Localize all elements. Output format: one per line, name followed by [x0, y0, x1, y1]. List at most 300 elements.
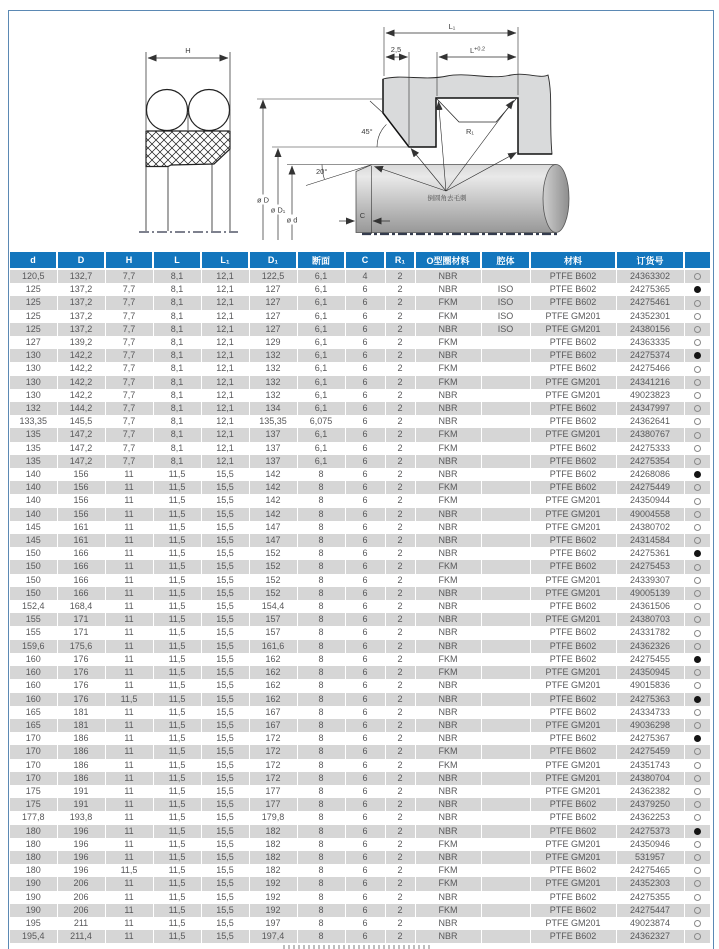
cell: 8 — [297, 468, 345, 481]
cell: 171 — [57, 626, 105, 639]
availability-dot-filled — [694, 471, 701, 478]
cell: 147,2 — [57, 428, 105, 441]
cell: 24362641 — [616, 415, 684, 428]
cell — [481, 626, 530, 639]
cell: 8 — [297, 706, 345, 719]
cell: 8,1 — [153, 389, 201, 402]
availability-cell — [684, 613, 710, 626]
cell: NBR — [415, 402, 481, 415]
groove-bottom-profile — [437, 99, 516, 122]
cell: 6 — [345, 838, 385, 851]
cell: 15,5 — [201, 679, 249, 692]
cell: 15,5 — [201, 693, 249, 706]
cell: 8 — [297, 547, 345, 560]
cell: 11,5 — [153, 600, 201, 613]
cell: PTFE B602 — [530, 930, 616, 943]
cell: 24275449 — [616, 481, 684, 494]
cell: PTFE B602 — [530, 653, 616, 666]
cell: 125 — [10, 283, 57, 296]
cell: 197,4 — [249, 930, 297, 943]
cell: 167 — [249, 719, 297, 732]
cell: 7,7 — [105, 323, 153, 336]
cell — [481, 613, 530, 626]
cell: 8,1 — [153, 402, 201, 415]
cell: 8,1 — [153, 415, 201, 428]
cell: 11,5 — [153, 838, 201, 851]
cell: 11 — [105, 481, 153, 494]
cell: 24341216 — [616, 376, 684, 389]
cell: 24275374 — [616, 349, 684, 362]
cell: 156 — [57, 468, 105, 481]
cell: 196 — [57, 838, 105, 851]
cell: 24334733 — [616, 706, 684, 719]
cell: 172 — [249, 772, 297, 785]
cell: 2 — [385, 323, 415, 336]
cell: 179,8 — [249, 811, 297, 824]
cell: 144,2 — [57, 402, 105, 415]
cell: 130 — [10, 349, 57, 362]
cell: NBR — [415, 693, 481, 706]
availability-cell — [684, 336, 710, 349]
cell: NBR — [415, 640, 481, 653]
cell: PTFE B602 — [530, 362, 616, 375]
cell: FKM — [415, 494, 481, 507]
cell: 6 — [345, 904, 385, 917]
cell: 182 — [249, 864, 297, 877]
cell: 162 — [249, 666, 297, 679]
cell: 7,7 — [105, 336, 153, 349]
cell: 2 — [385, 402, 415, 415]
cell: 2 — [385, 310, 415, 323]
table-row — [10, 666, 710, 679]
availability-dot-open — [694, 616, 701, 623]
cell: 6 — [345, 785, 385, 798]
cell — [481, 864, 530, 877]
availability-dot-open — [694, 722, 701, 729]
availability-cell — [684, 825, 710, 838]
cell: 2 — [385, 759, 415, 772]
cell — [481, 508, 530, 521]
cell: 12,1 — [201, 283, 249, 296]
cell: 137 — [249, 442, 297, 455]
cell: 6 — [345, 376, 385, 389]
cell: 2 — [385, 376, 415, 389]
availability-dot-open — [694, 748, 701, 755]
cell: 6 — [345, 613, 385, 626]
cell: 15,5 — [201, 891, 249, 904]
cell: PTFE B602 — [530, 283, 616, 296]
cell: PTFE B602 — [530, 706, 616, 719]
cell: 137 — [249, 455, 297, 468]
availability-cell — [684, 349, 710, 362]
availability-dot-open — [694, 880, 701, 887]
cell: 2 — [385, 732, 415, 745]
column-header-d: d — [10, 252, 57, 269]
cell: 15,5 — [201, 917, 249, 930]
availability-dot-open — [694, 445, 701, 452]
cell: 8,1 — [153, 296, 201, 309]
cell: 147,2 — [57, 455, 105, 468]
cell — [481, 336, 530, 349]
cell: 11 — [105, 745, 153, 758]
cell: NBR — [415, 508, 481, 521]
cell: 2 — [385, 455, 415, 468]
cell — [481, 481, 530, 494]
cell — [481, 838, 530, 851]
cell: 15,5 — [201, 521, 249, 534]
table-row — [10, 310, 710, 323]
cell: 140 — [10, 481, 57, 494]
cell: NBR — [415, 547, 481, 560]
cell — [481, 574, 530, 587]
cell: NBR — [415, 455, 481, 468]
cell — [481, 494, 530, 507]
cell: 15,5 — [201, 653, 249, 666]
cell: 6 — [345, 521, 385, 534]
cell: 15,5 — [201, 732, 249, 745]
cell: 2 — [385, 534, 415, 547]
availability-cell — [684, 283, 710, 296]
availability-dot-filled — [694, 550, 701, 557]
cell: NBR — [415, 825, 481, 838]
cell: 6,1 — [297, 376, 345, 389]
cell: 11,5 — [153, 706, 201, 719]
cell: 8 — [297, 891, 345, 904]
dia-D1-label: ø D₁ — [270, 205, 286, 215]
cell: 24275466 — [616, 362, 684, 375]
cell: 11,5 — [153, 653, 201, 666]
cell: 150 — [10, 560, 57, 573]
cell: 2 — [385, 772, 415, 785]
cell: 8,1 — [153, 428, 201, 441]
availability-cell — [684, 296, 710, 309]
cell: 132 — [249, 349, 297, 362]
cell: NBR — [415, 732, 481, 745]
cell: FKM — [415, 376, 481, 389]
cell: NBR — [415, 930, 481, 943]
cell: 15,5 — [201, 785, 249, 798]
cell: 2 — [385, 613, 415, 626]
cell — [481, 772, 530, 785]
cell: 11,5 — [105, 864, 153, 877]
cell: 2 — [385, 864, 415, 877]
availability-dot-open — [694, 933, 701, 940]
cell: 24275361 — [616, 547, 684, 560]
column-header-L: L — [153, 252, 201, 269]
availability-cell — [684, 930, 710, 943]
table-header-row — [10, 252, 710, 269]
availability-cell — [684, 494, 710, 507]
cell: 162 — [249, 693, 297, 706]
cell: 12,1 — [201, 428, 249, 441]
cell: 152 — [249, 574, 297, 587]
table-row — [10, 494, 710, 507]
cell: 152,4 — [10, 600, 57, 613]
table-row — [10, 269, 710, 283]
cell: 172 — [249, 745, 297, 758]
cell: 140 — [10, 494, 57, 507]
cell: 12,1 — [201, 455, 249, 468]
clipped-footnote — [283, 945, 433, 949]
cell: 11 — [105, 706, 153, 719]
cell: 6,1 — [297, 269, 345, 283]
cell: 195 — [10, 917, 57, 930]
availability-cell — [684, 362, 710, 375]
cell: 6 — [345, 428, 385, 441]
cell: NBR — [415, 679, 481, 692]
availability-dot-open — [694, 577, 701, 584]
table-row — [10, 693, 710, 706]
cell: 11,5 — [153, 851, 201, 864]
cell: 12,1 — [201, 336, 249, 349]
availability-cell — [684, 389, 710, 402]
cell: FKM — [415, 838, 481, 851]
cell: 11 — [105, 719, 153, 732]
cell — [481, 719, 530, 732]
cell: 177 — [249, 785, 297, 798]
cell — [481, 547, 530, 560]
cell: 211 — [57, 917, 105, 930]
cell: 6 — [345, 745, 385, 758]
housing — [383, 74, 552, 154]
table-row — [10, 415, 710, 428]
l-dimension-label: $L^{+0.2}$ — [470, 46, 486, 55]
cell: 6 — [345, 481, 385, 494]
column-header-订货号: 订货号 — [616, 252, 684, 269]
cell: 11,5 — [153, 574, 201, 587]
cell: PTFE GM201 — [530, 521, 616, 534]
cell: 2 — [385, 930, 415, 943]
cell: 2 — [385, 415, 415, 428]
cell: 15,5 — [201, 613, 249, 626]
availability-cell — [684, 759, 710, 772]
cell: 132 — [249, 389, 297, 402]
cell: 168,4 — [57, 600, 105, 613]
availability-dot-open — [694, 498, 701, 505]
cell: 6 — [345, 798, 385, 811]
cell: 176 — [57, 666, 105, 679]
cell: 24380156 — [616, 323, 684, 336]
cell: 6 — [345, 415, 385, 428]
availability-cell — [684, 455, 710, 468]
cell: 152 — [249, 560, 297, 573]
cell: 15,5 — [201, 706, 249, 719]
cell: 195,4 — [10, 930, 57, 943]
spec-table-container — [10, 252, 710, 943]
cell: 129 — [249, 336, 297, 349]
cell: PTFE B602 — [530, 269, 616, 283]
cell: 175 — [10, 798, 57, 811]
cell: 8 — [297, 719, 345, 732]
dia-D-label: ø D — [256, 195, 270, 205]
availability-cell — [684, 310, 710, 323]
cell: 15,5 — [201, 574, 249, 587]
cell: 157 — [249, 626, 297, 639]
column-header-L₁: L₁ — [201, 252, 249, 269]
cell — [481, 891, 530, 904]
cell: 6 — [345, 759, 385, 772]
cell: 147,2 — [57, 442, 105, 455]
cell: 6,1 — [297, 402, 345, 415]
cell: 2 — [385, 745, 415, 758]
cell: 6 — [345, 283, 385, 296]
cell: 6 — [345, 547, 385, 560]
availability-cell — [684, 772, 710, 785]
cell: 142 — [249, 468, 297, 481]
availability-dot-filled — [694, 656, 701, 663]
cell: PTFE B602 — [530, 798, 616, 811]
table-row — [10, 349, 710, 362]
cell: 197 — [249, 917, 297, 930]
cell: 12,1 — [201, 389, 249, 402]
cell: 11,5 — [153, 719, 201, 732]
cell: 176 — [57, 693, 105, 706]
cell: 142,2 — [57, 376, 105, 389]
cell: 191 — [57, 798, 105, 811]
cell: 6 — [345, 574, 385, 587]
cell: 175 — [10, 785, 57, 798]
cell: 11,5 — [153, 666, 201, 679]
cell: 155 — [10, 613, 57, 626]
cell: 193,8 — [57, 811, 105, 824]
table-row — [10, 428, 710, 441]
cell: NBR — [415, 587, 481, 600]
column-header-腔体: 腔体 — [481, 252, 530, 269]
c-dimension-label: C — [359, 211, 366, 220]
availability-cell — [684, 640, 710, 653]
cell: 2 — [385, 481, 415, 494]
cell: PTFE GM201 — [530, 323, 616, 336]
cell: 180 — [10, 864, 57, 877]
availability-cell — [684, 442, 710, 455]
cell: 186 — [57, 759, 105, 772]
cell: 127 — [249, 323, 297, 336]
cell: 175,6 — [57, 640, 105, 653]
cell — [481, 587, 530, 600]
availability-cell — [684, 864, 710, 877]
cell: 206 — [57, 877, 105, 890]
cell: 8 — [297, 811, 345, 824]
cell: 8,1 — [153, 349, 201, 362]
cell: PTFE GM201 — [530, 679, 616, 692]
cell: PTFE GM201 — [530, 719, 616, 732]
cell: 11 — [105, 838, 153, 851]
cell: FKM — [415, 296, 481, 309]
cell: 11,5 — [153, 547, 201, 560]
cell: 8 — [297, 653, 345, 666]
cell: 11,5 — [153, 877, 201, 890]
cell: 2 — [385, 587, 415, 600]
column-header-D: D — [57, 252, 105, 269]
cell: 8,1 — [153, 323, 201, 336]
cell: 24361506 — [616, 600, 684, 613]
cell: 7,7 — [105, 376, 153, 389]
availability-dot-open — [694, 537, 701, 544]
cell: 24362326 — [616, 640, 684, 653]
cell: 2 — [385, 666, 415, 679]
cell: 24314584 — [616, 534, 684, 547]
cell: 127 — [249, 296, 297, 309]
cell: PTFE GM201 — [530, 851, 616, 864]
availability-dot-open — [694, 458, 701, 465]
cell: 24351743 — [616, 759, 684, 772]
cell: 8 — [297, 930, 345, 943]
cell: 15,5 — [201, 745, 249, 758]
table-row — [10, 560, 710, 573]
cell: 166 — [57, 560, 105, 573]
cell: 24380703 — [616, 613, 684, 626]
cell: 6 — [345, 811, 385, 824]
cell: 142,2 — [57, 349, 105, 362]
cell: 150 — [10, 574, 57, 587]
cell: FKM — [415, 362, 481, 375]
cell: 6,1 — [297, 283, 345, 296]
cell: PTFE B602 — [530, 904, 616, 917]
cell: 8 — [297, 494, 345, 507]
cell: 6,1 — [297, 455, 345, 468]
cell: 142,2 — [57, 389, 105, 402]
cell: 11,5 — [153, 481, 201, 494]
cell: 206 — [57, 904, 105, 917]
column-header-材料: 材料 — [530, 252, 616, 269]
cell: 8,1 — [153, 362, 201, 375]
cell: 190 — [10, 877, 57, 890]
cell: 11 — [105, 759, 153, 772]
cell: 191 — [57, 785, 105, 798]
installation-diagram — [252, 22, 569, 240]
cell: 11,5 — [153, 508, 201, 521]
availability-dot-open — [694, 643, 701, 650]
cell: 180 — [10, 825, 57, 838]
cell: 137 — [249, 428, 297, 441]
cell: 49023874 — [616, 917, 684, 930]
cell: 15,5 — [201, 798, 249, 811]
availability-cell — [684, 534, 710, 547]
cell: 142,2 — [57, 362, 105, 375]
availability-cell — [684, 481, 710, 494]
cell: 11,5 — [153, 613, 201, 626]
cell: 531957 — [616, 851, 684, 864]
cell: 6 — [345, 640, 385, 653]
cell: 2 — [385, 798, 415, 811]
table-row — [10, 825, 710, 838]
cell: 161 — [57, 534, 105, 547]
cell: 11,5 — [153, 494, 201, 507]
cell: 24275355 — [616, 891, 684, 904]
cell: PTFE B602 — [530, 481, 616, 494]
table-row — [10, 904, 710, 917]
table-row — [10, 296, 710, 309]
cell: 15,5 — [201, 626, 249, 639]
cell: FKM — [415, 745, 481, 758]
angle20-label: 20° — [316, 167, 328, 176]
cell: NBR — [415, 269, 481, 283]
cell: ISO — [481, 323, 530, 336]
availability-dot-open — [694, 630, 701, 637]
cell: 11,5 — [153, 732, 201, 745]
cell: 11,5 — [153, 904, 201, 917]
availability-cell — [684, 508, 710, 521]
column-header-R₁: R₁ — [385, 252, 415, 269]
cell: 24275354 — [616, 455, 684, 468]
ptfe-seal-profile — [146, 131, 230, 167]
cell — [481, 745, 530, 758]
cell: 192 — [249, 877, 297, 890]
cell: 162 — [249, 679, 297, 692]
table-row — [10, 389, 710, 402]
cell: 139,2 — [57, 336, 105, 349]
cell: 11 — [105, 574, 153, 587]
